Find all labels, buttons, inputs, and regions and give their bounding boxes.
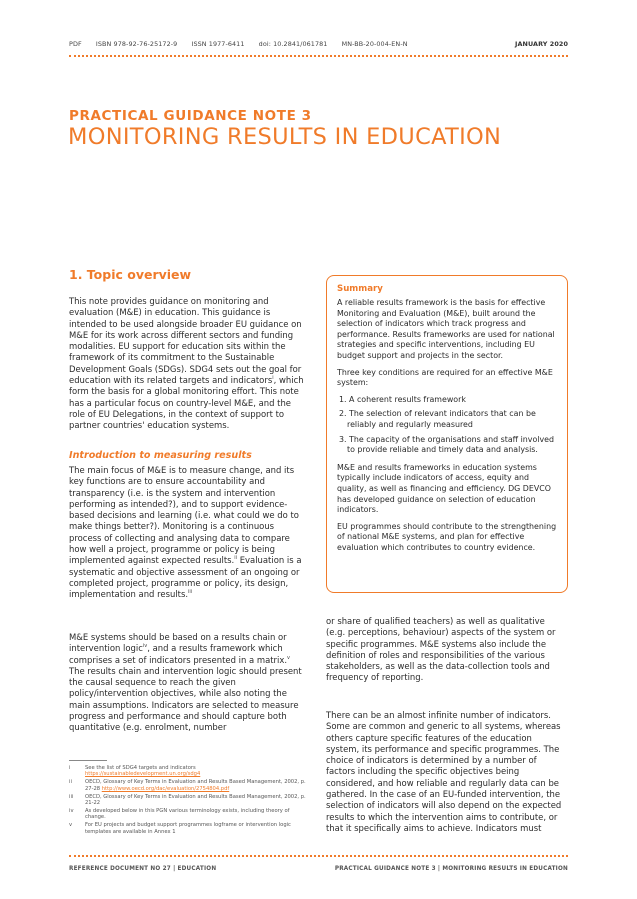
summary-box (326, 275, 568, 593)
summary-list-item: 1. A coherent results framework (339, 394, 466, 404)
summary-title: Summary (337, 284, 383, 294)
summary-paragraph: M&E and results frameworks in education systems typically include indicators of access, equity and quality, as well as financing and efficiency. DG DEVCO has developed guidance on selection of education indicators. (337, 462, 551, 515)
footnote-ref: v (287, 654, 291, 661)
summary-paragraph: A reliable results framework is the basis for effective Monitoring and Evaluation (M&E), built around the selection of indicators which track progress and performance. Results frameworks are used for national strategies and specific interventions, including EU budget support and projects in the sector. (337, 298, 555, 360)
footnote-ref: i (272, 375, 274, 382)
footer-left: REFERENCE DOCUMENT NO 27 | EDUCATION (69, 866, 217, 872)
footnotes (69, 765, 309, 837)
note-kicker: PRACTICAL GUIDANCE NOTE 3 (69, 108, 312, 124)
summary-paragraph: Three key conditions are required for an effective M&E system: (337, 367, 553, 388)
section-heading: 1. Topic overview (69, 267, 192, 282)
footnote: i See the list of SDG4 targets and indicators https://sustainabledevelopment.un.org/sdg4 (69, 765, 201, 778)
footnote: ii OECD, Glossary of Key Terms in Evaluation and Results Based Management, 2002, p. 27-28 http://www.oecd.org/dac/evaluation/2754804.pdf (69, 779, 306, 792)
indicators-paragraph: There can be an almost infinite number of indicators. Some are common and generic to all systems, whereas others capture specific features of the education system, its performance and specific programmes. The choice of indicators is determined by a number of factors including the specific objectives being considered, and how reliable and regularly data can be gathered. In the case of an EU-funded intervention, the selection of indicators will also depend on the expected results to which the intervention aims to contribute, or that it specifically aims to achieve. Indicators must (326, 710, 562, 833)
summary-paragraph: EU programmes should contribute to the strengthening of national M&E systems, and plan for effective evaluation which contributes to country evidence. (337, 521, 557, 552)
footer-right: PRACTICAL GUIDANCE NOTE 3 | MONITORING RESULTS IN EDUCATION (334, 866, 568, 872)
footnote-link[interactable]: http://www.oecd.org/dac/evaluation/2754804.pdf (101, 785, 230, 792)
page-title: MONITORING RESULTS IN EDUCATION (68, 124, 502, 150)
measuring-paragraph: The main focus of M&E is to measure change, and its key functions are to ensure accountability and transparency (i.e. is the system and intervention performing as intended?), and to support evidence-based decisions and learning (i.e. what could we do to make things better?). Monitoring is a continuous process of collecting and analysing data to compare how well a project, programme or policy is being implemented against expected results.$^{ii}$ Evaluation is a systematic and objective assessment of an ongoing or completed project, programme or policy, its design, implementation and results.$^{iii}$ (69, 465, 302, 600)
issn: ISSN 1977-6411 (191, 40, 245, 48)
document-metadata (69, 40, 568, 48)
footnote-ref: iii (188, 589, 193, 596)
subsection-heading: Introduction to measuring results (69, 450, 252, 461)
footer-divider (69, 855, 568, 857)
footnote-rule (69, 760, 107, 761)
intro-paragraph: This note provides guidance on monitoring and evaluation (M&E) in education. This guidance is intended to be used alongside broader EU guidance on M&E for its work across different sectors and funding modalities. EU support for education sits within the framework of its commitment to the Sustainable Development Goals (SDGs). SDG4 sets out the goal for education with its related targets and indicators$^i$, which form the basis for a global monitoring effort. This note has a particular focus on country-level M&E, and the role of EU Delegations, in the context of support to partner countries' education systems. (69, 296, 304, 431)
footnote: v For EU projects and budget support programmes logframe or intervention logic templates are available in Annex 1 (69, 822, 291, 835)
footnote-ref: iv (142, 643, 148, 650)
continued-paragraph: or share of qualified teachers) as well as qualitative (e.g. perceptions, behaviour) aspects of the system or specific programmes. M&E systems also include the definition of roles and responsibilities of the various stakeholders, as well as the data-collection tools and frequency of reporting. (326, 616, 556, 683)
footnote-ref: ii (234, 555, 238, 562)
isbn: ISBN 978-92-76-25172-9 (95, 40, 178, 48)
catalogue-number: MN-BB-20-004-EN-N (341, 40, 408, 48)
header-divider (69, 55, 568, 57)
footnote: iv As developed below in this PGN various terminology exists, including theory of change. (69, 807, 290, 821)
footnote: iii OECD, Glossary of Key Terms in Evaluation and Results Based Management, 2002, p. 21-22 (69, 793, 306, 807)
doi: doi: 10.2841/061781 (258, 40, 328, 48)
summary-list-item: 2. The selection of relevant indicators that can be reliably and regularly measured (339, 409, 536, 429)
summary-list-item: 3. The capacity of the organisations and staff involved to provide reliable and timely data and analysis. (339, 434, 555, 455)
publication-date: JANUARY 2020 (514, 40, 568, 48)
results-chain-paragraph: M&E systems should be based on a results chain or intervention logic$^{iv}$, and a results framework which comprises a set of indicators presented in a matrix.$^v$ The results chain and intervention logic should present the causal sequence to reach the given policy/intervention objectives, while also noting the main assumptions. Indicators are selected to measure progress and performance and should capture both quantitative (e.g. enrolment, number (69, 632, 302, 733)
footnote-link[interactable]: https://sustainabledevelopment.un.org/sdg4 (85, 771, 201, 778)
format-label: PDF (69, 40, 82, 48)
